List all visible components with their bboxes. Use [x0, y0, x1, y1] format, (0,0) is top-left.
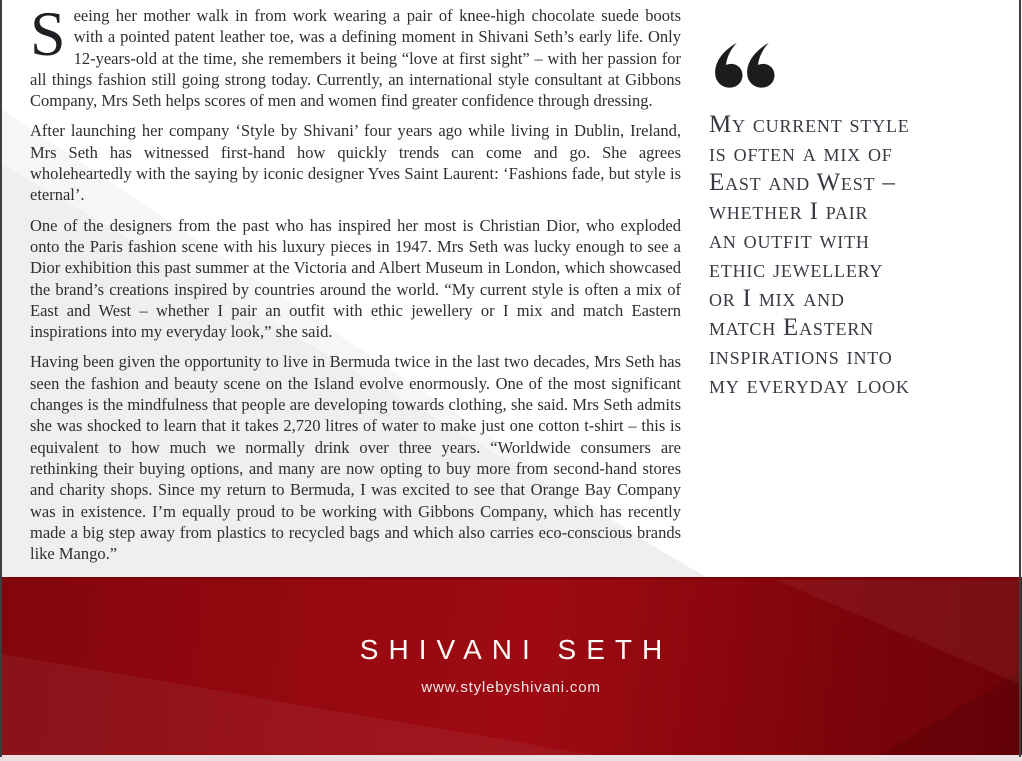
page-left-border	[0, 0, 2, 757]
footer-name: SHIVANI SETH	[359, 634, 673, 665]
bottom-strip	[0, 755, 1022, 761]
double-quote-icon	[711, 42, 775, 90]
article-paragraph: One of the designers from the past who has inspired her most is Christian Dior, who exploded onto the Paris fashion scene with his luxury pieces in 1947. Mrs Seth was lucky enough to see a Dior exhibition this past summer at the Victoria and Albert Museum in London, which showcased the brand’s creations inspired by countries around the world. “My current style is often a mix of East and West – whether I pair an outfit with ethic jewellery or I mix and match Eastern inspirations into my everyday look,” she said.	[30, 215, 681, 342]
article-body	[30, 0, 681, 573]
banner-content	[0, 580, 1022, 696]
pull-quote-line: inspirations into	[709, 343, 893, 370]
pull-quote-line: an outfit with	[709, 227, 870, 254]
article-paragraph	[30, 0, 681, 111]
pull-quote-line: my everyday look	[709, 372, 910, 399]
pull-quote-line: East and West –	[709, 169, 896, 196]
article-paragraph: After launching her company ‘Style by Shivani’ four years ago while living in Dublin, Ireland, Mrs Seth has witnessed first-hand how quickly trends can come and go. She agrees wholeheartedly with the saying by iconic designer Yves Saint Laurent: ‘Fashions fade, but style is eternal’.	[30, 121, 681, 205]
pull-quote-line: ethic jewellery	[709, 256, 884, 283]
pull-quote-line: or I mix and	[709, 285, 845, 312]
pull-quote-line: is often a mix of	[709, 140, 893, 167]
paragraph-text: eeing her mother walk in from work wearing a pair of knee-high chocolate suede boots with a pointed patent leather toe, was a defining moment in Shivani Seth’s early life. Only 12-years-old at the time, she remembers it being “love at first sight” – with her passion for all things fashion still going strong today. Currently, an international style consultant at Gibbons Company, Mrs Seth helps scores of men and women find greater confidence through dressing.	[30, 6, 681, 111]
footer-banner	[0, 577, 1022, 755]
footer-website: www.stylebyshivani.com	[421, 679, 601, 696]
drop-cap: S	[30, 0, 66, 69]
pull-quote-line: My current style	[709, 111, 910, 138]
pull-quote-text	[709, 110, 963, 400]
pull-quote-line: whether I pair	[709, 198, 869, 225]
pull-quote-line: match Eastern	[709, 314, 874, 341]
page-right-border	[1019, 0, 1021, 757]
article-paragraph: Having been given the opportunity to live in Bermuda twice in the last two decades, Mrs Seth has seen the fashion and beauty scene on the Island evolve enormously. One of the most significant changes is the mindfulness that people are developing towards clothing, she said. Mrs Seth admits she was shocked to learn that it takes 2,720 litres of water to make just one cotton t-shirt – this is equivalent to how much we normally drink over three years. “Worldwide consumers are rethinking their buying options, and many are now opting to buy more from second-hand stores and charity shops. Since my return to Bermuda, I was excited to see that Orange Bay Company was in existence. I’m equally proud to be working with Gibbons Company, which has recently made a big step away from plastics to recycled bags and which also carries eco-conscious brands like Mango.”	[30, 352, 681, 564]
pull-quote	[709, 42, 963, 400]
